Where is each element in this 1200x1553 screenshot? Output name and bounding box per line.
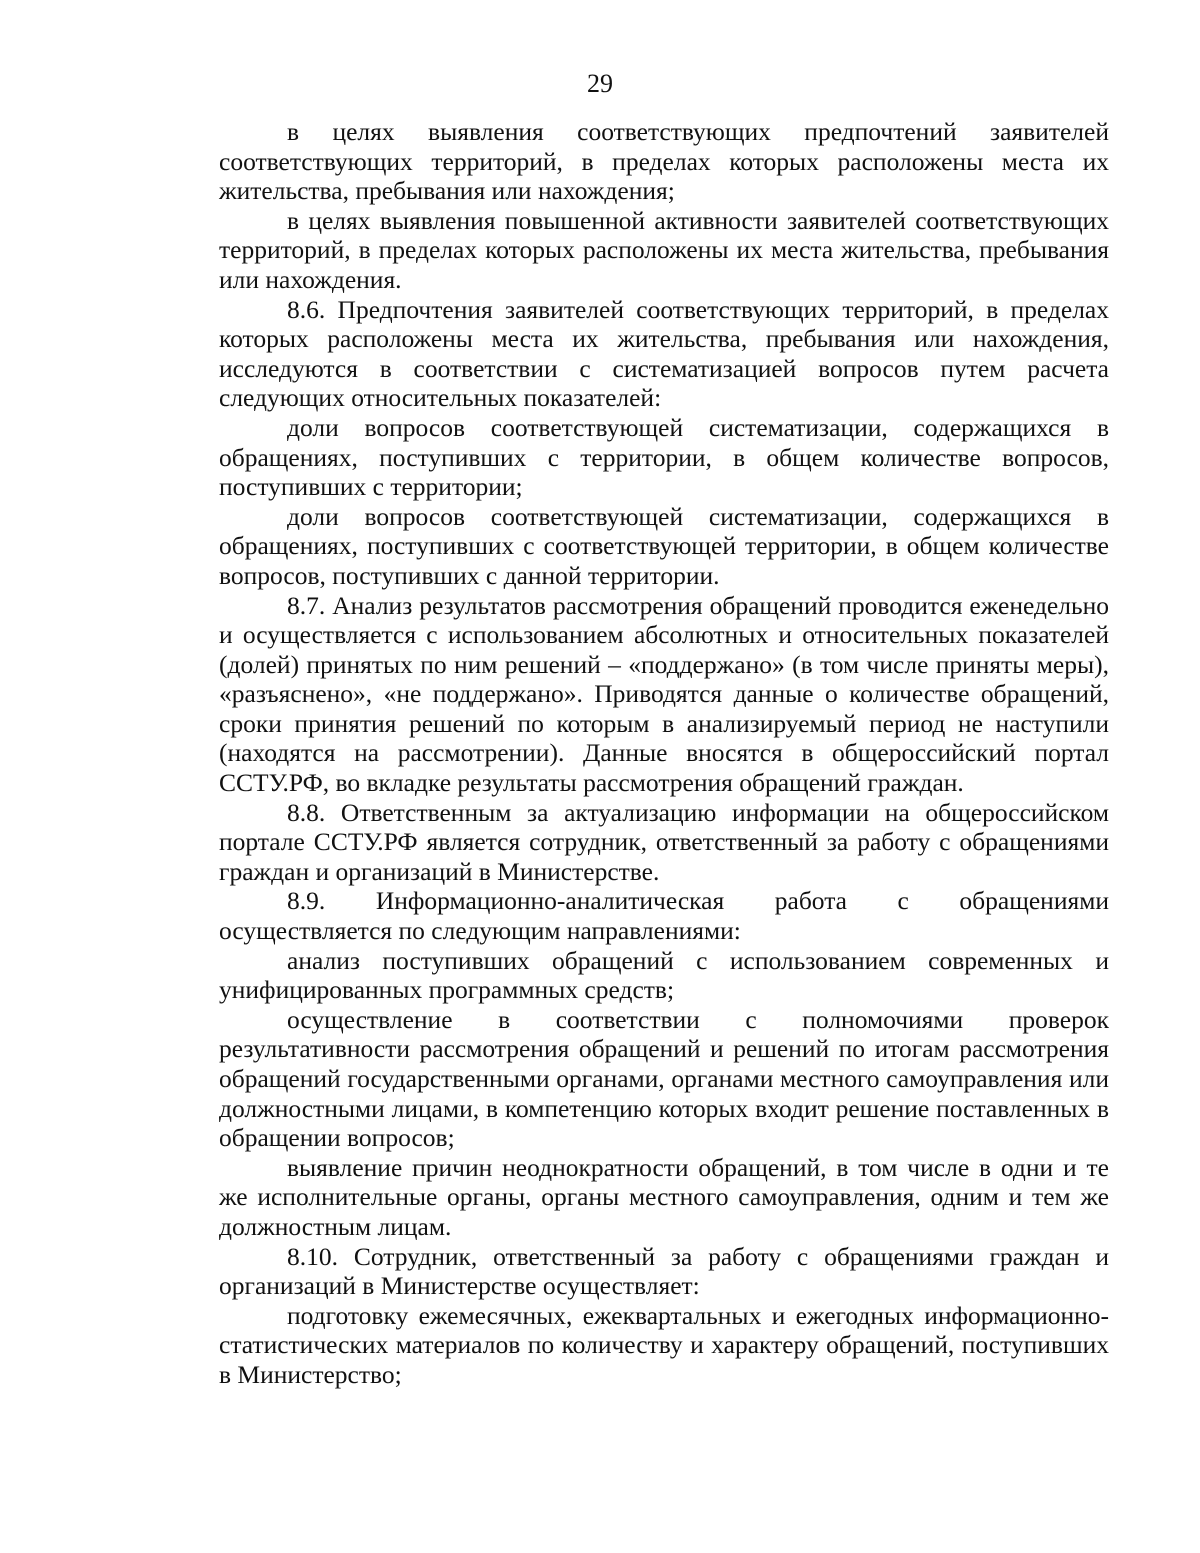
paragraph: 8.8. Ответственным за актуализацию информации на общероссийском портале ССТУ.РФ является сотрудник, ответственный за работу с обращениями граждан и организаций в Министерстве. (219, 797, 1109, 886)
paragraph: 8.7. Анализ результатов рассмотрения обращений проводится еженедельно и осуществляется с использованием абсолютных и относительных показателей (долей) принятых по ним решений – «поддержано» (в том числе приняты меры), «разъяснено», «не поддержано». Приводятся данные о количестве обращений, сроки принятия решений по которым в анализируемый период не наступили (находятся на рассмотрении). Данные вносятся в общероссийский портал ССТУ.РФ, во вкладке результаты рассмотрения обращений граждан. (219, 590, 1109, 798)
paragraph: выявление причин неоднократности обращений, в том числе в одни и те же исполнительные органы, органы местного самоуправления, одним и тем же должностным лицам. (219, 1152, 1109, 1241)
paragraph: в целях выявления соответствующих предпочтений заявителей соответствующих территорий, в пределах которых расположены места их жительства, пребывания или нахождения; (219, 117, 1109, 206)
paragraph: в целях выявления повышенной активности заявителей соответствующих территорий, в пределах которых расположены их места жительства, пребывания или нахождения. (219, 205, 1109, 294)
paragraph: 8.10. Сотрудник, ответственный за работу с обращениями граждан и организаций в Министерстве осуществляет: (219, 1241, 1109, 1301)
paragraph: подготовку ежемесячных, ежеквартальных и ежегодных информационно-статистических материалов по количеству и характеру обращений, поступивших в Министерство; (219, 1300, 1109, 1389)
page-number: 29 (587, 69, 613, 98)
paragraph: 8.6. Предпочтения заявителей соответствующих территорий, в пределах которых расположены места их жительства, пребывания или нахождения, исследуются в соответствии с систематизацией вопросов путем расчета следующих относительных показателей: (219, 294, 1109, 413)
paragraph: доли вопросов соответствующей систематизации, содержащихся в обращениях, поступивших с территории, в общем количестве вопросов, поступивших с территории; (219, 412, 1109, 502)
paragraph: осуществление в соответствии с полномочиями проверок результативности рассмотрения обращений и решений по итогам рассмотрения обращений государственными органами, органами местного самоуправления или должностными лицами, в компетенцию которых входит решение поставленных в обращении вопросов; (219, 1004, 1109, 1153)
document-body (219, 117, 1109, 1390)
paragraph: 8.9. Информационно-аналитическая работа с обращениями осуществляется по следующим направлениями: (219, 886, 1109, 946)
paragraph: анализ поступивших обращений с использованием современных и унифицированных программных средств; (219, 945, 1109, 1005)
paragraph: доли вопросов соответствующей систематизации, содержащихся в обращениях, поступивших с соответствующей территории, в общем количестве вопросов, поступивших с данной территории. (219, 501, 1109, 590)
